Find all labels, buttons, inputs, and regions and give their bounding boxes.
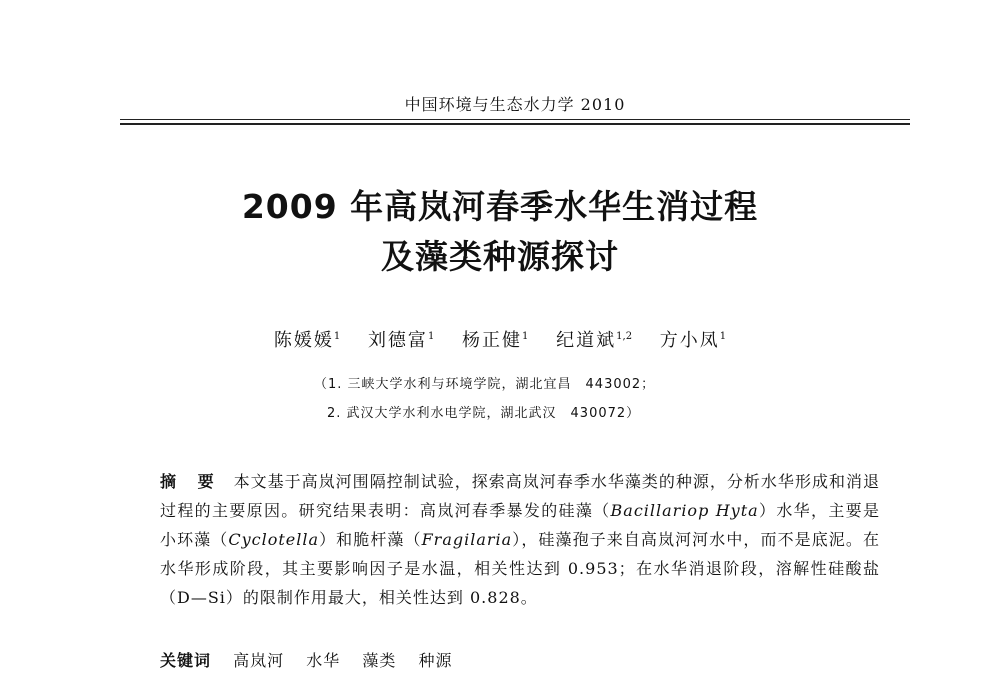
author: [368, 330, 434, 351]
keyword: 种源: [418, 651, 453, 670]
author-list: [100, 326, 900, 352]
author-affiliation-mark: 1: [719, 331, 727, 342]
keyword: 水华: [306, 651, 341, 670]
author-affiliation-mark: 1: [427, 331, 435, 342]
keywords-label: 关键词: [160, 651, 212, 670]
author: [462, 330, 528, 351]
header-rule-thin: [120, 119, 910, 120]
author-name: 纪道斌: [556, 330, 617, 351]
author-name: 杨正健: [462, 330, 523, 351]
header-rule-thick: [120, 123, 910, 125]
abstract-label: 摘 要: [160, 472, 222, 491]
abstract-latin-term: Bacillariop Hyta: [610, 501, 759, 520]
author: [274, 330, 340, 351]
paper-title: [100, 182, 900, 282]
author-affiliation-mark: 1: [333, 331, 341, 342]
abstract-text: ）和脆杆藻（: [319, 530, 422, 549]
abstract-latin-term: Fragilaria: [421, 530, 513, 549]
abstract-text: ）水华，主要是小环藻（: [160, 501, 880, 549]
journal-header: 中国环境与生态水力学 2010: [404, 95, 626, 114]
abstract-text: 本文基于高岚河围隔控制试验，探索高岚河春季水华藻类的种源，分析水华形成和消退过程的主要原因。研究结果表明：高岚河春季暴发的硅藻（: [160, 472, 880, 520]
affiliation-2: 2. 武汉大学水利水电学院，湖北武汉 430072）: [327, 406, 641, 421]
keywords: [160, 648, 880, 671]
author-affiliation-mark: 1,2: [616, 331, 633, 342]
author: [660, 330, 726, 351]
title-line-1: 2009 年高岚河春季水华生消过程: [241, 187, 759, 226]
abstract: [160, 467, 880, 612]
keyword: 藻类: [362, 651, 397, 670]
author-affiliation-mark: 1: [522, 331, 529, 342]
abstract-text: ），硅藻孢子来自高岚河河水中，而不是底泥。在水华形成阶段，其主要影响因子是水温，相关性达到 0.953；在水华消退阶段，溶解性硅酸盐（D—Si）的限制作用最大，相关性达到 0.828。: [160, 530, 880, 607]
abstract-latin-term: Cyclotella: [228, 530, 319, 549]
keyword: 高岚河: [233, 651, 285, 670]
affiliation-1: （1. 三峡大学水利与环境学院，湖北宜昌 443002；: [314, 377, 656, 392]
title-line-2: 及藻类种源探讨: [381, 237, 619, 276]
author: [556, 330, 632, 351]
author-name: 陈媛媛: [273, 330, 334, 351]
author-name: 刘德富: [367, 330, 428, 351]
author-name: 方小凤: [659, 330, 720, 351]
